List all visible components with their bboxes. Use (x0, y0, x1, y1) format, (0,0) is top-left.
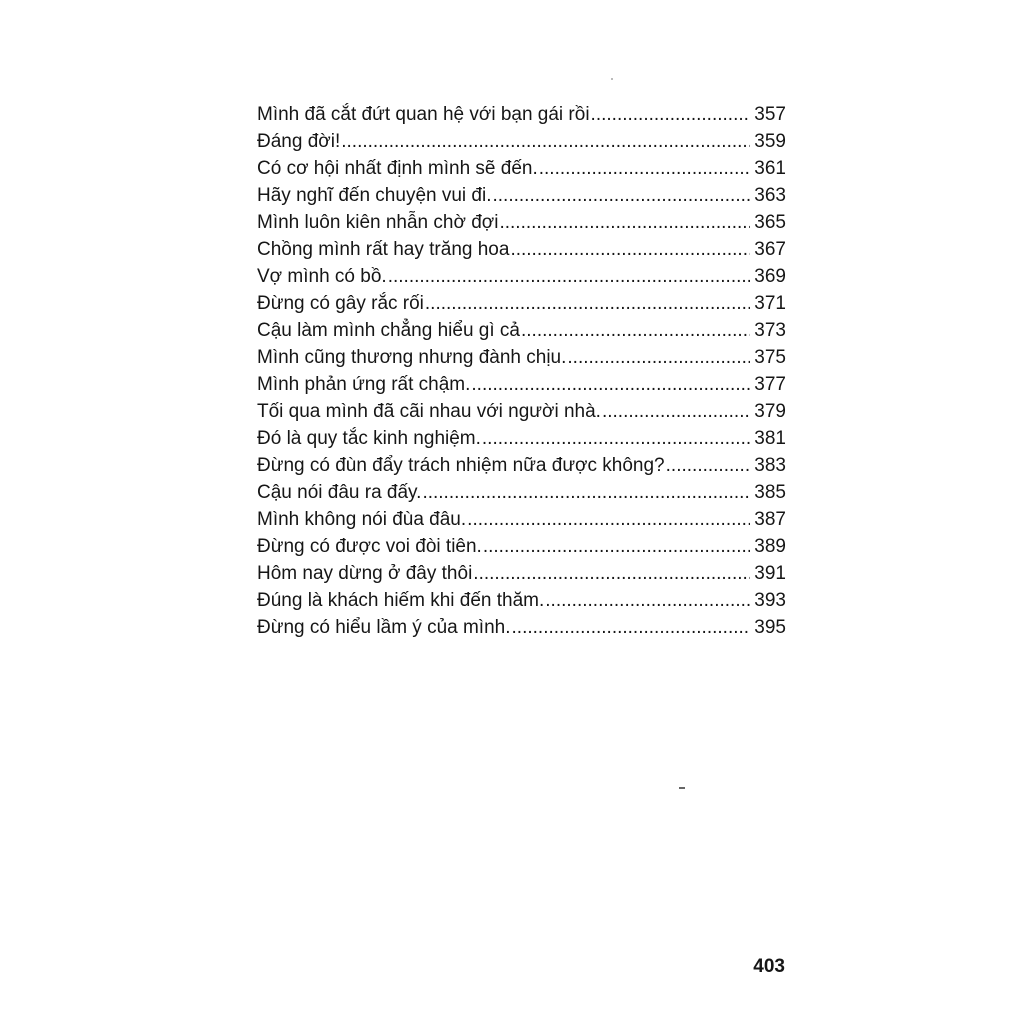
toc-entry-title: Hôm nay dừng ở đây thôi (257, 563, 473, 584)
toc-entry (257, 506, 786, 533)
toc-entry-page: 383 (754, 455, 786, 476)
toc-entry-title: Cậu làm mình chẳng hiểu gì cả (257, 320, 520, 341)
toc-entry-page: 379 (754, 401, 786, 422)
toc-entry-title: Mình phản ứng rất chậm. (257, 374, 471, 395)
toc-entry (257, 479, 786, 506)
toc-entry-page: 369 (754, 266, 786, 287)
toc-entry-page: 389 (754, 536, 786, 557)
dot-leader (512, 614, 750, 641)
toc-entry (257, 587, 786, 614)
toc-entry-title: Cậu nói đâu ra đấy. (257, 482, 422, 503)
dot-leader (471, 371, 750, 398)
toc-entry (257, 182, 786, 209)
toc-entry-title: Mình không nói đùa đâu. (257, 509, 467, 530)
dot-leader (545, 587, 750, 614)
toc-entry (257, 614, 786, 641)
toc-entry (257, 452, 786, 479)
toc-entry-title: Chồng mình rất hay trăng hoa (257, 239, 510, 260)
toc-entry-title: Mình luôn kiên nhẫn chờ đợi (257, 212, 499, 233)
toc-entry (257, 101, 786, 128)
toc-entry-title: Vợ mình có bồ. (257, 266, 387, 287)
toc-entry-page: 375 (754, 347, 786, 368)
page-number: 403 (753, 956, 785, 977)
toc-entry-title: Tối qua mình đã cãi nhau với người nhà. (257, 401, 601, 422)
toc-entry (257, 128, 786, 155)
toc-entry-page: 387 (754, 509, 786, 530)
toc-entry-title: Đừng có hiểu lầm ý của mình. (257, 617, 511, 638)
toc-entry-page: 373 (754, 320, 786, 341)
dot-leader (539, 155, 750, 182)
dot-leader (388, 263, 750, 290)
toc-entry-page: 385 (754, 482, 786, 503)
toc-entry-title: Đáng đời! (257, 131, 341, 152)
toc-entry (257, 317, 786, 344)
dot-leader (602, 398, 750, 425)
toc-entry-page: 377 (754, 374, 786, 395)
toc-entry (257, 560, 786, 587)
toc-entry-title: Đó là quy tắc kinh nghiệm. (257, 428, 481, 449)
toc-entry (257, 425, 786, 452)
toc-entry-title: Đừng có đùn đẩy trách nhiệm nữa được không? (257, 455, 665, 476)
toc-entry-page: 361 (754, 158, 786, 179)
toc-entry-title: Hãy nghĩ đến chuyện vui đi. (257, 185, 492, 206)
toc-entry-title: Mình đã cắt đứt quan hệ với bạn gái rồi (257, 104, 590, 125)
table-of-contents (257, 101, 786, 641)
toc-entry-page: 365 (754, 212, 786, 233)
toc-entry-page: 393 (754, 590, 786, 611)
scan-speck (679, 787, 685, 789)
dot-leader (482, 425, 750, 452)
dot-leader (499, 209, 750, 236)
dot-leader (467, 506, 750, 533)
dot-leader (473, 560, 750, 587)
toc-entry-page: 371 (754, 293, 786, 314)
toc-entry (257, 344, 786, 371)
toc-entry (257, 290, 786, 317)
toc-entry-title: Đừng có được voi đòi tiên. (257, 536, 482, 557)
toc-entry-title: Đừng có gây rắc rối (257, 293, 424, 314)
toc-entry (257, 209, 786, 236)
toc-entry-page: 395 (754, 617, 786, 638)
dot-leader (341, 128, 750, 155)
dot-leader (422, 479, 750, 506)
toc-entry-page: 357 (754, 104, 786, 125)
dot-leader (666, 452, 750, 479)
toc-entry-page: 391 (754, 563, 786, 584)
toc-entry-page: 363 (754, 185, 786, 206)
toc-entry-page: 359 (754, 131, 786, 152)
dot-leader (493, 182, 751, 209)
toc-entry (257, 263, 786, 290)
scan-speck (611, 78, 613, 80)
toc-entry-page: 381 (754, 428, 786, 449)
toc-entry-page: 367 (754, 239, 786, 260)
toc-entry-title: Có cơ hội nhất định mình sẽ đến. (257, 158, 538, 179)
toc-entry (257, 533, 786, 560)
toc-entry (257, 236, 786, 263)
dot-leader (521, 317, 750, 344)
dot-leader (425, 290, 750, 317)
toc-entry-title: Đúng là khách hiếm khi đến thăm. (257, 590, 545, 611)
toc-entry (257, 371, 786, 398)
dot-leader (591, 101, 750, 128)
dot-leader (567, 344, 750, 371)
toc-entry (257, 155, 786, 182)
dot-leader (483, 533, 750, 560)
toc-entry (257, 398, 786, 425)
toc-entry-title: Mình cũng thương nhưng đành chịu. (257, 347, 567, 368)
dot-leader (510, 236, 750, 263)
